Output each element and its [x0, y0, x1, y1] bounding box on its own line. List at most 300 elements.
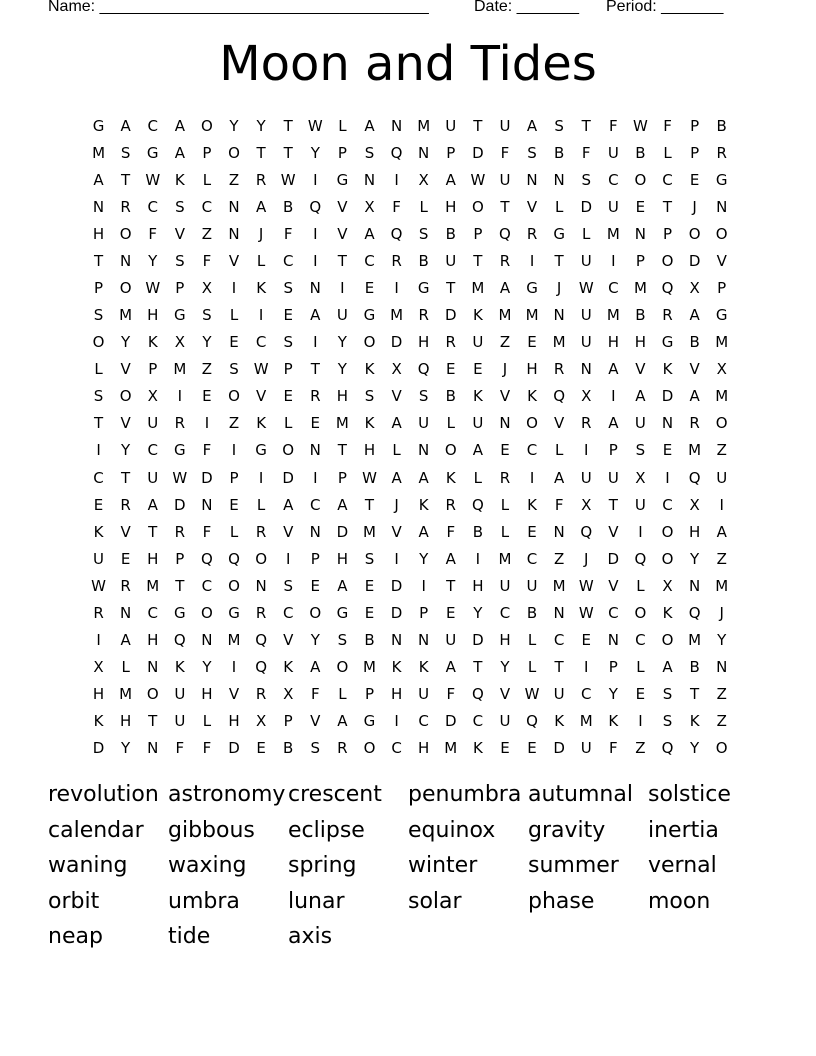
grid-letter: H: [120, 712, 132, 731]
grid-letter: T: [93, 251, 104, 270]
grid-letter: L: [256, 495, 266, 514]
grid-letter: N: [228, 197, 240, 216]
grid-letter: C: [635, 631, 646, 650]
grid-letter: T: [337, 251, 347, 270]
grid-letter: V: [608, 522, 619, 541]
grid-letter: F: [310, 685, 320, 704]
word-bank-item: tide: [168, 924, 211, 949]
grid-letter: H: [336, 387, 349, 406]
grid-letter: B: [553, 143, 565, 162]
grid-letter: N: [92, 197, 105, 216]
grid-letter: Z: [554, 549, 565, 568]
header-fields: [48, 0, 748, 20]
grid-letter: H: [418, 739, 430, 758]
grid-letter: G: [715, 306, 728, 325]
grid-letter: G: [417, 279, 430, 297]
word-bank-item: winter: [408, 853, 478, 878]
grid-letter: K: [418, 495, 429, 514]
word-bank-item: umbra: [168, 888, 240, 914]
grid-letter: U: [418, 685, 430, 704]
grid-letter: F: [392, 197, 401, 216]
grid-letter: T: [662, 197, 673, 216]
grid-letter: A: [174, 116, 185, 135]
grid-letter: P: [690, 143, 700, 162]
word-bank-item: crescent: [288, 782, 382, 807]
grid-letter: A: [689, 306, 700, 325]
grid-letter: D: [390, 603, 403, 622]
grid-letter: O: [634, 603, 647, 622]
grid-letter: S: [93, 387, 104, 406]
grid-letter: A: [310, 306, 321, 325]
grid-letter: A: [608, 360, 619, 379]
grid-letter: A: [445, 170, 456, 189]
grid-letter: L: [582, 224, 591, 243]
grid-letter: A: [635, 387, 646, 406]
grid-letter: A: [662, 658, 673, 677]
grid-letter: D: [201, 468, 213, 487]
grid-letter: D: [336, 522, 349, 541]
grid-letter: L: [284, 414, 293, 433]
grid-letter: G: [715, 170, 728, 189]
grid-letter: A: [337, 712, 348, 731]
grid-letter: R: [255, 603, 267, 622]
grid-letter: O: [661, 631, 674, 650]
grid-letter: R: [255, 170, 267, 189]
grid-letter: O: [228, 143, 240, 162]
grid-letter: N: [580, 360, 592, 379]
grid-letter: E: [310, 576, 321, 595]
grid-letter: P: [310, 549, 320, 568]
grid-letter: N: [418, 631, 430, 650]
grid-letter: V: [391, 387, 402, 406]
grid-letter: C: [147, 197, 158, 216]
grid-letter: F: [202, 522, 212, 541]
grid-letter: P: [229, 468, 239, 487]
grid-letter: C: [255, 333, 267, 352]
grid-letter: M: [606, 306, 620, 325]
grid-letter: L: [446, 414, 455, 433]
grid-letter: Y: [717, 631, 727, 650]
grid-letter: F: [663, 116, 672, 135]
grid-letter: S: [418, 387, 429, 406]
grid-letter: L: [527, 631, 537, 650]
grid-letter: X: [364, 197, 375, 216]
word-bank-item: gibbous: [168, 817, 255, 843]
grid-letter: R: [255, 522, 267, 541]
grid-letter: H: [147, 631, 159, 650]
grid-letter: U: [634, 495, 646, 514]
grid-letter: C: [499, 603, 511, 622]
grid-letter: N: [201, 495, 213, 514]
grid-letter: D: [444, 306, 457, 325]
grid-letter: E: [310, 414, 321, 433]
grid-letter: R: [120, 197, 131, 216]
grid-letter: R: [499, 468, 511, 487]
word-bank-item: axis: [288, 924, 333, 949]
grid-letter: U: [580, 251, 592, 270]
grid-letter: B: [283, 197, 294, 216]
grid-letter: P: [608, 658, 618, 677]
grid-letter: Y: [690, 549, 700, 568]
grid-letter: U: [580, 468, 592, 487]
grid-letter: K: [662, 603, 673, 622]
grid-letter: R: [689, 414, 700, 433]
grid-letter: M: [417, 116, 431, 135]
grid-letter: T: [310, 360, 320, 379]
grid-letter: W: [172, 468, 188, 487]
grid-letter: G: [526, 279, 538, 297]
grid-letter: V: [337, 197, 348, 216]
grid-letter: Y: [202, 333, 212, 352]
grid-letter: U: [445, 251, 457, 270]
grid-letter: I: [421, 576, 426, 595]
grid-letter: N: [418, 143, 430, 162]
grid-letter: W: [145, 279, 161, 297]
grid-letter: X: [581, 495, 592, 514]
grid-letter: N: [309, 279, 321, 297]
grid-letter: I: [584, 441, 589, 460]
grid-letter: X: [391, 360, 402, 379]
grid-letter: A: [255, 197, 267, 216]
grid-letter: K: [527, 495, 537, 514]
grid-letter: A: [445, 549, 456, 568]
grid-letter: N: [120, 603, 132, 622]
grid-letter: S: [202, 306, 212, 325]
word-bank-item: solar: [408, 888, 462, 914]
grid-letter: V: [689, 360, 700, 379]
grid-letter: M: [525, 306, 539, 325]
grid-letter: U: [580, 739, 592, 758]
grid-letter: S: [527, 143, 537, 162]
grid-letter: R: [120, 495, 131, 514]
grid-letter: O: [228, 576, 240, 595]
grid-letter: L: [500, 495, 510, 514]
grid-letter: M: [552, 333, 566, 352]
grid-letter: I: [340, 279, 345, 297]
grid-letter: X: [418, 170, 429, 189]
grid-letter: F: [609, 739, 618, 758]
grid-letter: M: [444, 739, 458, 758]
grid-letter: T: [473, 116, 483, 135]
grid-letter: D: [472, 631, 484, 650]
grid-letter: I: [285, 549, 291, 568]
grid-letter: G: [363, 306, 376, 325]
grid-letter: F: [581, 143, 591, 162]
grid-letter: A: [689, 387, 700, 406]
grid-letter: Y: [310, 631, 320, 650]
word-bank-item: inertia: [648, 817, 719, 843]
grid-letter: K: [472, 306, 483, 325]
grid-letter: K: [472, 739, 483, 758]
grid-letter: R: [255, 685, 267, 704]
grid-letter: N: [147, 658, 159, 677]
grid-letter: P: [690, 116, 700, 135]
grid-letter: P: [473, 224, 483, 243]
grid-letter: Q: [417, 360, 430, 379]
grid-letter: C: [364, 251, 375, 270]
grid-letter: Y: [419, 549, 429, 568]
grid-letter: H: [634, 333, 647, 352]
grid-letter: S: [175, 251, 185, 270]
grid-letter: N: [255, 576, 267, 595]
grid-letter: O: [471, 197, 484, 216]
grid-letter: F: [283, 224, 293, 243]
word-bank-item: vernal: [648, 853, 717, 878]
grid-letter: L: [202, 712, 212, 731]
grid-letter: C: [201, 576, 213, 595]
grid-letter: L: [500, 522, 510, 541]
grid-letter: W: [91, 576, 106, 595]
word-bank-item: penumbra: [408, 782, 522, 807]
grid-letter: A: [310, 658, 321, 677]
grid-letter: Y: [229, 116, 239, 135]
grid-letter: Q: [580, 522, 593, 541]
grid-letter: Z: [499, 333, 511, 352]
grid-letter: Q: [688, 603, 701, 622]
grid-letter: E: [229, 495, 239, 514]
grid-letter: A: [418, 468, 429, 487]
grid-letter: G: [336, 603, 349, 622]
grid-letter: S: [364, 549, 375, 568]
grid-letter: Y: [121, 441, 131, 460]
grid-letter: N: [716, 658, 728, 677]
grid-letter: Q: [201, 549, 213, 568]
grid-letter: T: [581, 116, 591, 135]
grid-letter: E: [446, 603, 456, 622]
grid-letter: S: [662, 685, 673, 704]
grid-letter: Q: [471, 495, 484, 514]
grid-letter: O: [715, 224, 728, 243]
grid-letter: R: [499, 251, 511, 270]
grid-letter: I: [665, 468, 670, 487]
grid-letter: E: [635, 685, 646, 704]
grid-letter: V: [120, 360, 131, 379]
grid-letter: S: [93, 306, 104, 325]
grid-letter: C: [310, 495, 321, 514]
word-search-grid: [85, 112, 735, 762]
grid-letter: P: [635, 251, 645, 270]
grid-letter: N: [553, 306, 565, 325]
grid-letter: I: [394, 170, 399, 189]
grid-letter: Q: [688, 468, 701, 487]
grid-letter: N: [120, 251, 132, 270]
grid-letter: X: [662, 576, 673, 595]
grid-letter: U: [716, 468, 728, 487]
grid-letter: B: [526, 603, 538, 622]
grid-letter: T: [690, 685, 700, 704]
grid-letter: N: [309, 522, 321, 541]
grid-letter: C: [418, 712, 429, 731]
grid-letter: H: [147, 306, 159, 325]
grid-letter: B: [418, 251, 429, 270]
grid-letter: Y: [337, 333, 347, 352]
grid-letter: M: [715, 387, 729, 406]
grid-letter: I: [719, 495, 724, 514]
grid-letter: H: [526, 360, 538, 379]
grid-letter: S: [554, 116, 564, 135]
grid-letter: U: [445, 116, 457, 135]
grid-letter: F: [609, 116, 618, 135]
grid-letter: V: [499, 387, 511, 406]
grid-letter: U: [607, 143, 619, 162]
grid-letter: N: [553, 522, 565, 541]
grid-letter: N: [309, 441, 321, 460]
grid-letter: L: [94, 360, 103, 379]
grid-letter: E: [446, 360, 456, 379]
grid-letter: J: [719, 603, 724, 622]
grid-letter: X: [255, 712, 267, 731]
word-bank-item: summer: [528, 853, 619, 878]
grid-letter: C: [147, 116, 158, 135]
grid-letter: B: [716, 116, 727, 135]
grid-letter: S: [418, 224, 429, 243]
grid-letter: K: [147, 333, 158, 352]
word-bank-item: gravity: [528, 817, 606, 843]
period-field: Period: _______: [606, 0, 724, 15]
grid-letter: O: [661, 522, 674, 541]
grid-letter: I: [611, 251, 616, 270]
grid-letter: W: [145, 170, 161, 189]
grid-letter: U: [147, 414, 159, 433]
grid-letter: Q: [526, 712, 538, 731]
grid-letter: T: [608, 495, 618, 514]
grid-letter: A: [554, 468, 565, 487]
grid-letter: M: [688, 441, 702, 460]
grid-letter: M: [335, 414, 349, 433]
grid-letter: O: [661, 251, 674, 270]
grid-letter: X: [201, 279, 213, 297]
grid-letter: O: [255, 549, 268, 568]
grid-letter: I: [231, 279, 237, 297]
grid-letter: E: [689, 170, 700, 189]
grid-letter: K: [283, 658, 294, 677]
grid-letter: C: [472, 712, 484, 731]
grid-letter: M: [579, 712, 593, 731]
grid-letter: P: [175, 549, 185, 568]
grid-letter: J: [502, 360, 508, 379]
grid-letter: P: [337, 143, 347, 162]
grid-letter: C: [147, 441, 158, 460]
grid-letter: H: [336, 549, 349, 568]
grid-letter: K: [93, 522, 104, 541]
grid-letter: L: [392, 441, 401, 460]
grid-letter: Y: [473, 603, 483, 622]
grid-letter: T: [446, 279, 456, 297]
grid-letter: D: [228, 739, 240, 758]
grid-letter: N: [363, 170, 376, 189]
grid-letter: Y: [202, 658, 212, 677]
grid-letter: K: [364, 414, 375, 433]
grid-letter: M: [471, 279, 485, 297]
word-bank-item: spring: [288, 853, 357, 878]
grid-letter: X: [283, 685, 294, 704]
grid-letter: R: [391, 251, 402, 270]
grid-letter: I: [529, 251, 535, 270]
grid-letter: T: [554, 658, 564, 677]
grid-letter: S: [635, 441, 646, 460]
grid-letter: I: [638, 522, 643, 541]
grid-letter: Q: [228, 549, 240, 568]
grid-letter: X: [581, 387, 592, 406]
grid-letter: U: [634, 414, 646, 433]
grid-letter: O: [688, 224, 701, 243]
grid-letter: Y: [148, 251, 158, 270]
grid-letter: M: [92, 143, 106, 162]
word-bank-item: lunar: [288, 888, 345, 914]
grid-letter: L: [419, 197, 428, 216]
grid-letter: D: [553, 739, 565, 758]
grid-letter: E: [527, 522, 537, 541]
grid-letter: U: [472, 333, 484, 352]
grid-letter: A: [418, 522, 429, 541]
grid-letter: Q: [255, 658, 268, 677]
grid-letter: T: [364, 495, 375, 514]
grid-letter: N: [390, 631, 403, 650]
grid-letter: Q: [661, 739, 674, 758]
grid-letter: R: [310, 387, 321, 406]
grid-letter: H: [92, 685, 105, 704]
grid-letter: W: [578, 279, 594, 297]
grid-letter: M: [606, 224, 620, 243]
grid-letter: M: [173, 360, 187, 379]
grid-letter: N: [526, 170, 538, 189]
grid-letter: M: [363, 522, 376, 541]
grid-letter: H: [363, 441, 376, 460]
grid-letter: H: [607, 333, 619, 352]
grid-letter: F: [175, 739, 185, 758]
grid-letter: J: [556, 279, 562, 297]
grid-letter: E: [120, 549, 131, 568]
grid-letter: U: [336, 306, 348, 325]
grid-letter: P: [337, 468, 347, 487]
grid-letter: I: [313, 251, 318, 270]
word-bank-item: revolution: [48, 782, 159, 807]
grid-letter: M: [498, 549, 512, 568]
grid-letter: A: [391, 414, 402, 433]
grid-letter: U: [499, 576, 511, 595]
grid-letter: Z: [716, 441, 727, 460]
grid-letter: O: [119, 279, 132, 297]
grid-letter: R: [662, 306, 673, 325]
grid-letter: Z: [716, 685, 727, 704]
grid-letter: X: [716, 360, 727, 379]
grid-letter: E: [256, 739, 266, 758]
grid-letter: E: [364, 603, 375, 622]
grid-letter: M: [688, 631, 702, 650]
grid-letter: C: [662, 495, 673, 514]
grid-letter: M: [715, 576, 729, 595]
grid-letter: N: [499, 414, 511, 433]
grid-letter: A: [337, 576, 348, 595]
grid-letter: K: [527, 387, 537, 406]
grid-letter: U: [147, 468, 159, 487]
grid-letter: K: [391, 658, 402, 677]
grid-letter: D: [174, 495, 186, 514]
grid-letter: E: [283, 306, 293, 325]
grid-letter: O: [282, 441, 295, 460]
grid-letter: V: [120, 414, 131, 433]
grid-letter: O: [228, 387, 240, 406]
grid-letter: Y: [256, 116, 266, 135]
grid-letter: G: [174, 603, 186, 622]
grid-letter: U: [499, 712, 511, 731]
grid-letter: T: [473, 251, 483, 270]
grid-letter: S: [229, 360, 239, 379]
grid-letter: L: [338, 116, 347, 135]
grid-letter: U: [553, 685, 565, 704]
grid-letter: Y: [500, 658, 510, 677]
grid-letter: D: [607, 549, 620, 568]
